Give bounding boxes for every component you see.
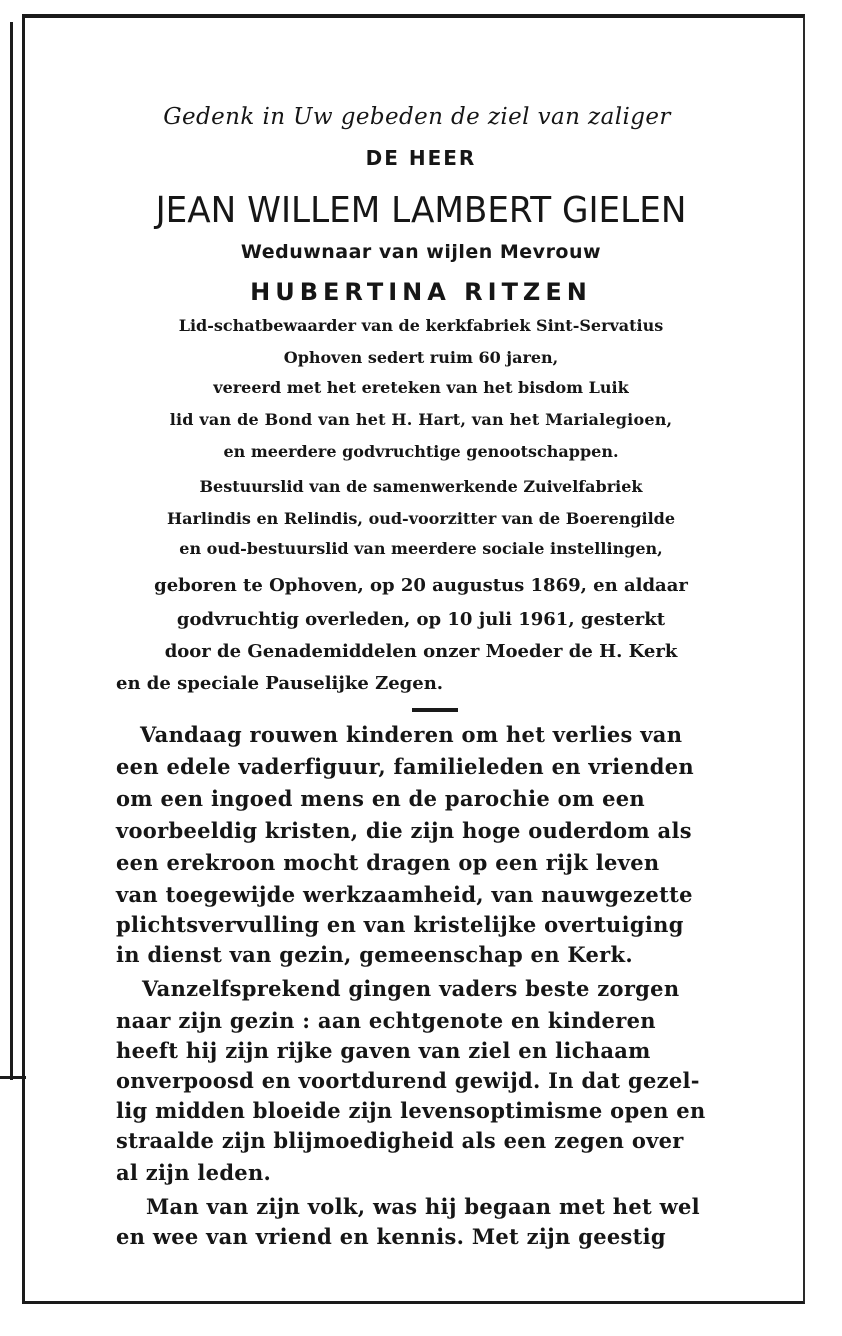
paragraph-line: plichtsvervulling en van kristelijke overtuiging (116, 912, 684, 937)
paragraph-line: straalde zijn blijmoedigheid als een zegen over (116, 1128, 684, 1153)
role-line: en meerdere godvruchtige genootschappen. (223, 442, 619, 461)
paragraph-line: onverpoosd en voortdurend gewijd. In dat gezel- (116, 1068, 700, 1093)
dates-line: geboren te Ophoven, op 20 augustus 1869, en aldaar (154, 575, 688, 596)
board-line: en oud-bestuurslid van meerdere sociale instellingen, (179, 539, 663, 558)
paragraph-line: lig midden bloeide zijn levensoptimisme open en (116, 1098, 706, 1123)
honorific: DE HEER (365, 146, 477, 170)
board-line: Bestuurslid van de samenwerkende Zuivelfabriek (199, 477, 643, 496)
role-line: vereerd met het ereteken van het bisdom Luik (213, 378, 629, 397)
widower-line: Weduwnaar van wijlen Mevrouw (240, 241, 602, 263)
spouse-name: HUBERTINA RITZEN (250, 278, 592, 306)
paragraph-line: in dienst van gezin, gemeenschap en Kerk. (116, 942, 633, 967)
dates-line: door de Genademiddelen onzer Moeder de H. Kerk (164, 641, 678, 662)
paragraph-line: voorbeeldig kristen, die zijn hoge ouderdom als (116, 818, 692, 843)
role-line: Lid-schatbewaarder van de kerkfabriek Sint-Servatius (178, 316, 664, 335)
paragraph-line: en wee van vriend en kennis. Met zijn geestig (116, 1224, 666, 1249)
opening-line: Gedenk in Uw gebeden de ziel van zaliger (163, 104, 671, 130)
role-line: lid van de Bond van het H. Hart, van het Marialegioen, (169, 410, 673, 429)
paragraph-line: heeft hij zijn rijke gaven van ziel en lichaam (116, 1038, 651, 1063)
paragraph-line: een erekroon mocht dragen op een rijk leven (116, 850, 660, 875)
dates-line: godvruchtig overleden, op 10 juli 1961, gesterkt (176, 609, 666, 630)
paragraph-line: naar zijn gezin : aan echtgenote en kinderen (116, 1008, 656, 1033)
paragraph-line: Man van zijn volk, was hij begaan met het wel (146, 1194, 700, 1219)
separator-rule (412, 708, 458, 712)
deceased-name: JEAN WILLEM LAMBERT GIELEN (155, 190, 687, 231)
paragraph-line: al zijn leden. (116, 1160, 272, 1185)
paragraph-line: om een ingoed mens en de parochie om een (116, 786, 646, 811)
paragraph-line: Vandaag rouwen kinderen om het verlies van (140, 722, 683, 747)
paragraph-line: Vanzelfsprekend gingen vaders beste zorgen (142, 976, 680, 1001)
board-line: Harlindis en Relindis, oud-voorzitter van de Boerengilde (166, 509, 676, 528)
paragraph-line: een edele vaderfiguur, familieleden en vrienden (116, 754, 695, 779)
paragraph-line: van toegewijde werkzaamheid, van nauwgezette (116, 882, 693, 907)
role-line: Ophoven sedert ruim 60 jaren, (283, 348, 559, 367)
dates-line: en de speciale Pauselijke Zegen. (116, 673, 444, 694)
